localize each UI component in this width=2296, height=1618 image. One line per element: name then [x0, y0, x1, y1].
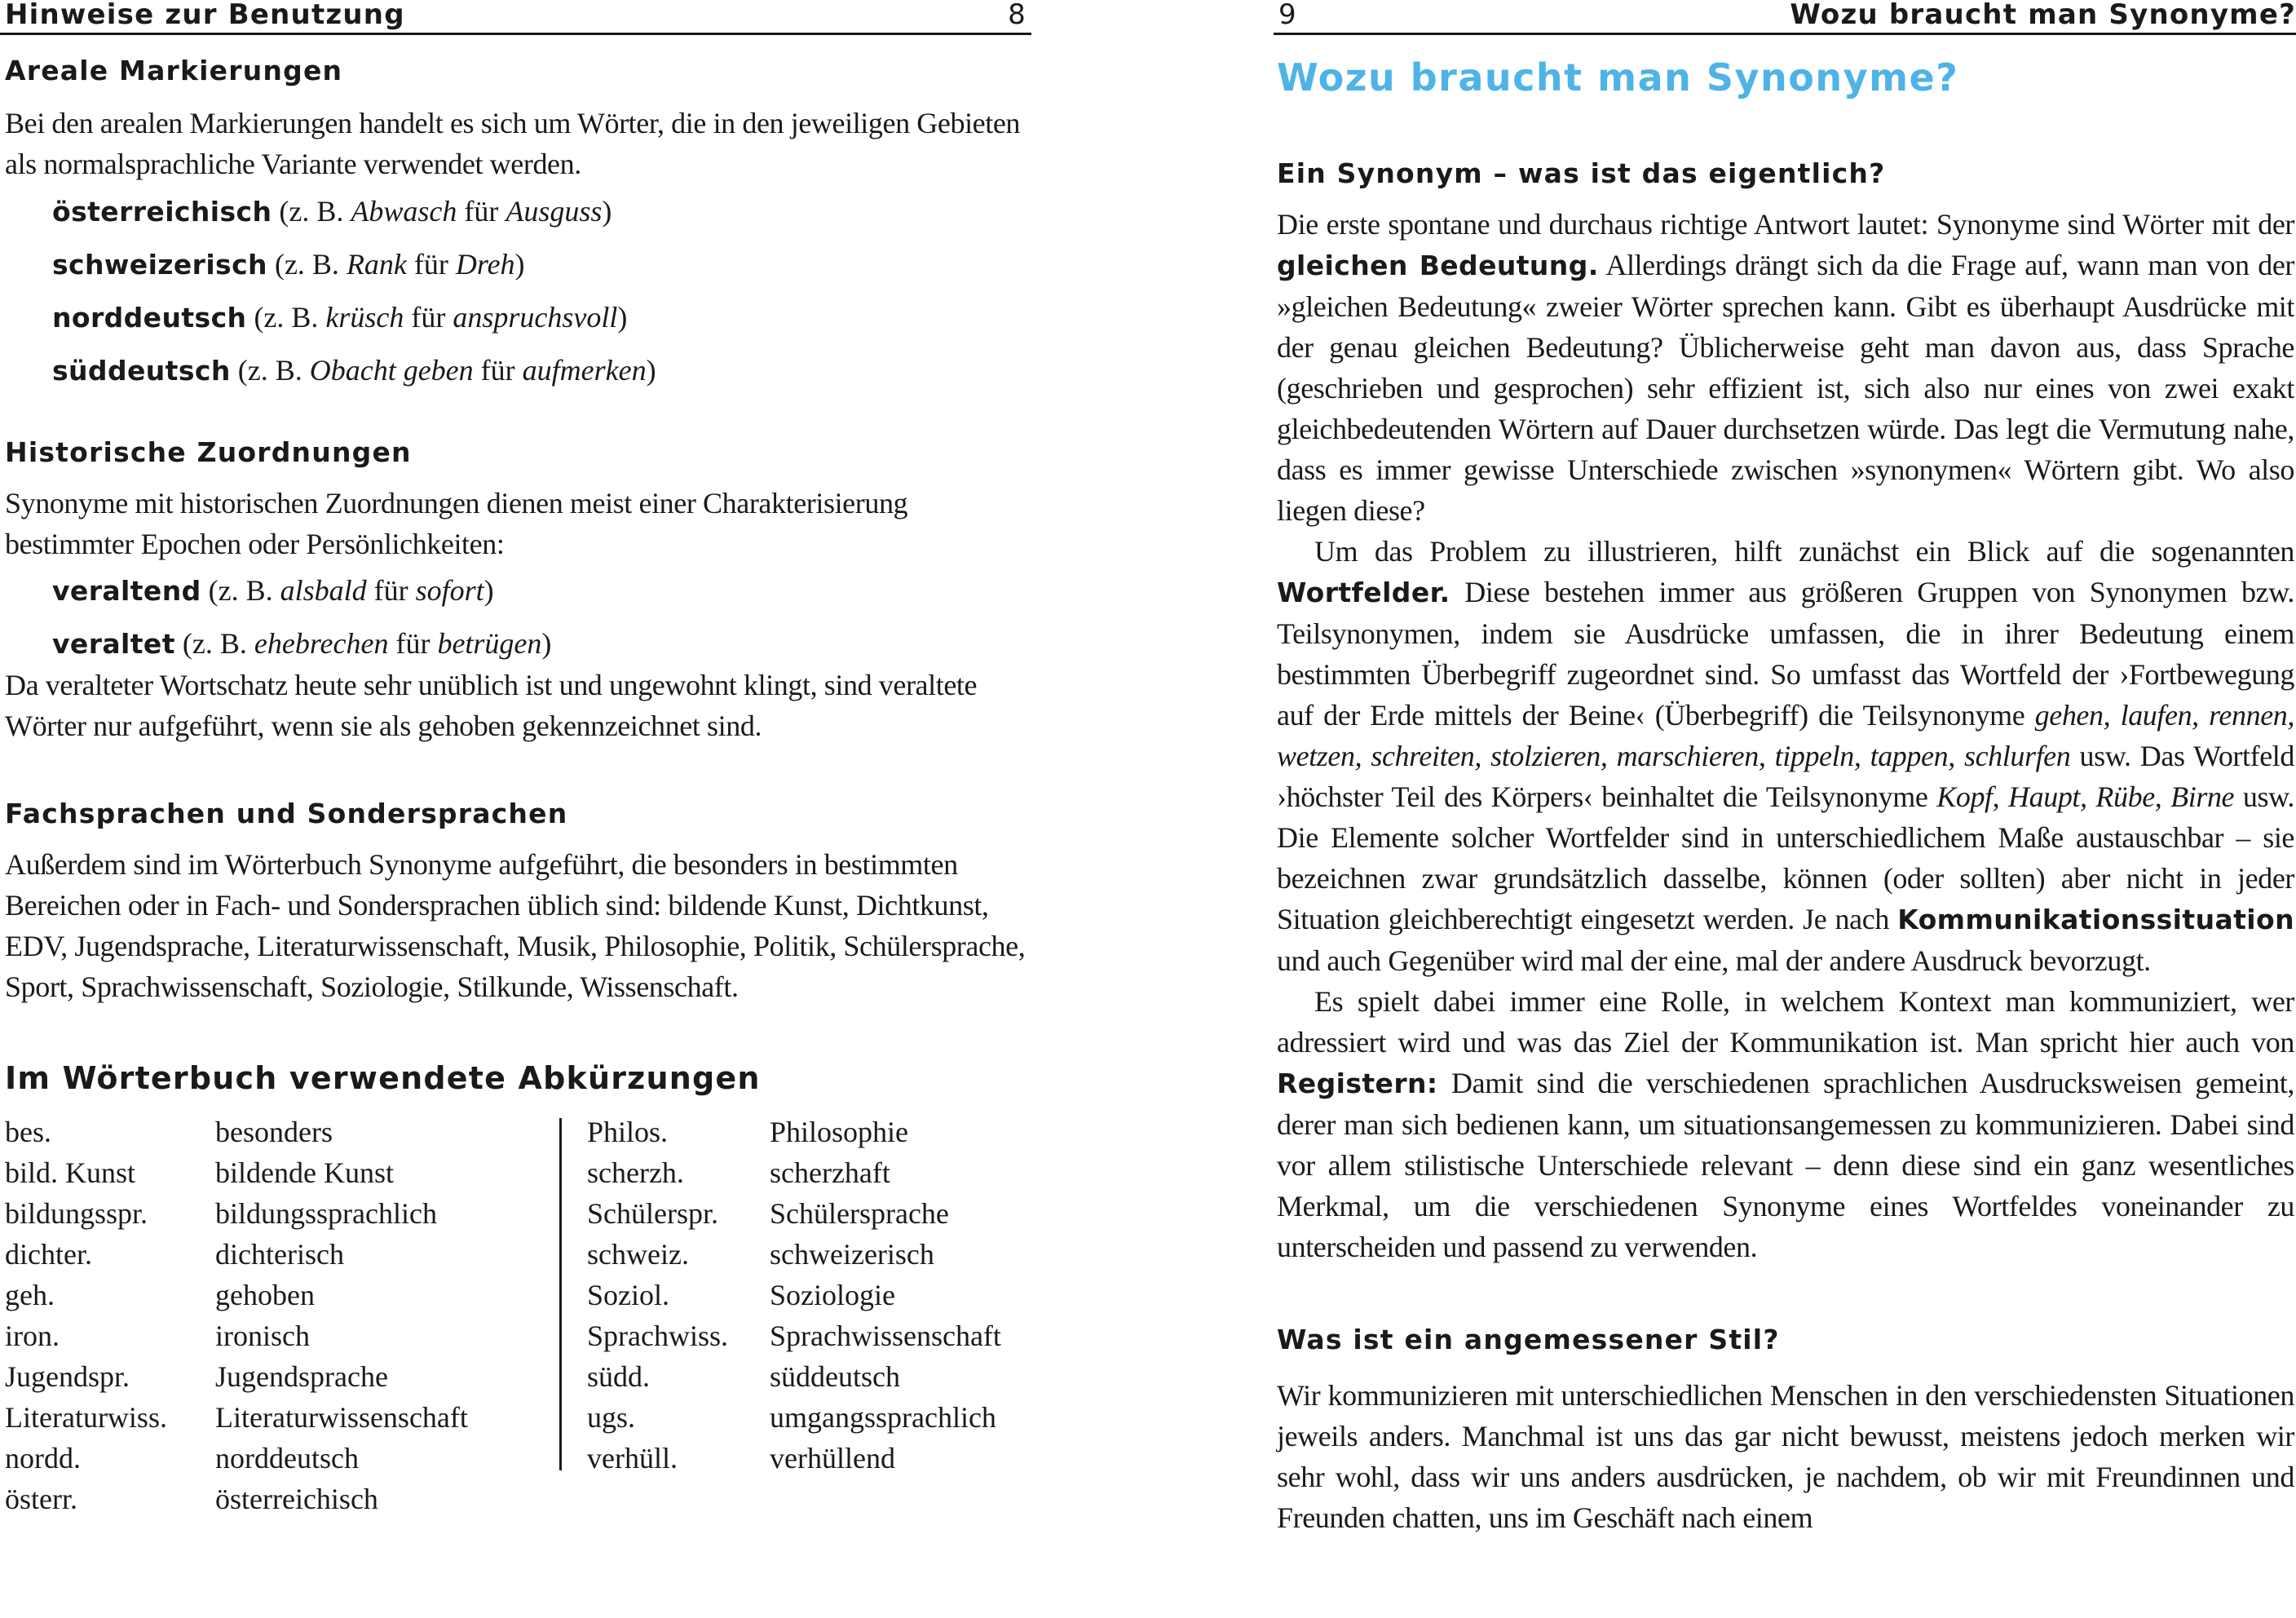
heading-historic: Historische Zuordnungen [5, 436, 412, 468]
heading-areal: Areale Markierungen [5, 55, 343, 86]
areal-item: österreichisch (z. B. Abwasch für Ausguss) [52, 195, 612, 228]
page-number-right: 9 [1278, 0, 1297, 31]
abbreviation-row: Sprachwiss. Sprachwissenschaft [587, 1320, 1001, 1352]
heading-section-style: Was ist ein angemessener Stil? [1277, 1324, 1780, 1355]
historic-item: veraltet (z. B. ehebrechen für betrügen) [52, 627, 552, 660]
abbreviation-row: südd. süddeutsch [587, 1360, 900, 1393]
running-head-left [0, 0, 1031, 35]
historic-item: veraltend (z. B. alsbald für sofort) [52, 574, 494, 607]
paragraph: Die erste spontane und durchaus richtige Antwort lautet: Synonyme sind Wörter mit der gleichen Bedeutung. Allerdings drängt sich da die Frage auf, wann man von der »gleichen Bedeutung« zweier Wörter sprechen kann. Gibt es überhaupt Ausdrücke mit der genau gleichen Bedeutung? Üblicherweise geht man davon aus, dass Sprache (geschrieben und gesprochen) sehr effizient ist, sich also nur eines von zwei exakt gleichbedeutenden Wörtern auf Dauer durchsetzen würde. Das legt die Vermutung nahe, dass es immer gewisse Unterschiede zwischen »synonymen« Wörtern gibt. Wo also liegen diese? [1277, 208, 2294, 527]
left-page-content [5, 51, 1030, 1536]
running-title-left: Hinweise zur Benutzung [5, 0, 405, 31]
abbreviation-row: Soziol. Soziologie [587, 1279, 895, 1311]
abbreviation-row: österr. österreichisch [5, 1483, 378, 1515]
areal-item: norddeutsch (z. B. krüsch für anspruchsvoll) [52, 301, 628, 334]
abbreviation-row: Philos. Philosophie [587, 1116, 909, 1148]
abbreviation-row: Schülerspr. Schülersprache [587, 1197, 949, 1230]
abbreviation-row: bes. besonders [5, 1116, 333, 1148]
abbreviation-row: iron. ironisch [5, 1320, 310, 1352]
right-page-content [1277, 51, 2294, 1538]
areal-intro: Bei den arealen Markierungen handelt es sich um Wörter, die in den jeweiligen Gebieten als normalsprachliche Variante verwendet werden. [5, 107, 1021, 180]
historic-list [5, 570, 1030, 665]
paragraph: Es spielt dabei immer eine Rolle, in welchem Kontext man kommuniziert, wer adressiert wird und was das Ziel der Kommunikation ist. Man spricht hier auch von Registern: Damit sind die verschiedenen sprachlichen Ausdrucksweisen gemeint, derer man sich bedienen kann, um situationsangemessen zu kommunizieren. Dabei sind vor allem stilistische Unterschiede relevant – denn diese sind ein ganz wesentliches Merkmal, um die verschiedenen Synonyme eines Wortfeldes voneinander zu unterscheiden und passend zu verwenden. [1277, 985, 2294, 1263]
areal-list [5, 191, 1030, 391]
right-page [1274, 0, 2296, 1618]
abbreviation-row: bild. Kunst bildende Kunst [5, 1156, 394, 1189]
running-title-right: Wozu braucht man Synonyme? [1790, 0, 2296, 31]
abbreviation-column-divider [559, 1118, 562, 1470]
areal-item: schweizerisch (z. B. Rank für Dreh) [52, 248, 525, 281]
areal-item: süddeutsch (z. B. Obacht geben für aufmerken) [52, 354, 656, 387]
historic-intro: Synonyme mit historischen Zuordnungen dienen meist einer Charakterisierung bestimmter Epochen oder Persönlichkeiten: [5, 487, 908, 560]
abbreviation-row: schweiz. schweizerisch [587, 1238, 934, 1271]
abbreviation-row: geh. gehoben [5, 1279, 315, 1311]
abbreviation-row: bildungsspr. bildungssprachlich [5, 1197, 437, 1230]
page-number-left: 8 [1008, 0, 1027, 31]
abbreviation-row: scherzh. scherzhaft [587, 1156, 890, 1189]
paragraph: Wir kommunizieren mit unterschiedlichen Menschen in den verschiedensten Situationen jeweils anders. Manchmal ist uns das gar nicht bewusst, meistens jedoch merken wir sehr wohl, dass wir uns anders ausdrücken, je nachdem, ob wir mit Freundinnen und Freunden chatten, uns im Geschäft nach einem [1277, 1379, 2294, 1534]
abbreviation-row: ugs. umgangssprachlich [587, 1401, 996, 1434]
paragraph: Um das Problem zu illustrieren, hilft zunächst ein Blick auf die sogenannten Wortfelder. Diese bestehen immer aus größeren Gruppen von Synonymen bzw. Teilsynonymen, indem sie Ausdrücke umfassen, die in ihrer Bedeutung einem bestimmten Überbegriff zugeordnet sind. So umfasst das Wortfeld der ›Fortbewegung auf der Erde mittels der Beine‹ (Überbegriff) die Teilsynonyme gehen, laufen, rennen, wetzen, schreiten, stolzieren, marschieren, tippeln, tappen, schlurfen usw. Das Wortfeld ›höchster Teil des Körpers‹ beinhaltet die Teilsynonyme Kopf, Haupt, Rübe, Birne usw. Die Elemente solcher Wortfelder sind in unterschiedlichem Maße austauschbar – sie bezeichnen zwar grundsätzlich dasselbe, können (oder sollten) aber nicht in jeder Situation gleichberechtigt eingesetzt werden. Je nach Kommunikationssituation und auch Gegenüber wird mal der eine, mal der andere Ausdruck bevorzugt. [1277, 535, 2294, 977]
heading-abbreviations: Im Wörterbuch verwendete Abkürzungen [5, 1060, 761, 1096]
abbreviation-row: verhüll. verhüllend [587, 1442, 895, 1474]
heading-special: Fachsprachen und Sondersprachen [5, 798, 568, 829]
heading-section-synonym: Ein Synonym – was ist das eigentlich? [1277, 157, 1886, 189]
page-title: Wozu braucht man Synonyme? [1277, 55, 1959, 99]
abbreviation-table [5, 1112, 1030, 1536]
special-text: Außerdem sind im Wörterbuch Synonyme aufgeführt, die besonders in bestimmten Bereichen oder in Fach- und Sondersprachen üblich sind: bildende Kunst, Dichtkunst, EDV, Jugendsprache, Literaturwissenschaft, Musik, Philosophie, Politik, Schülersprache, Sport, Sprachwissenschaft, Soziologie, Stilkunde, Wissenschaft. [5, 848, 1026, 1003]
abbreviation-column-1 [5, 1112, 543, 1519]
historic-outro: Da veralteter Wortschatz heute sehr unüblich ist und ungewohnt klingt, sind veraltete Wörter nur aufgeführt, wenn sie als gehoben gekennzeichnet sind. [5, 669, 978, 742]
left-page [0, 0, 1031, 1618]
abbreviation-row: Literaturwiss. Literaturwissenschaft [5, 1401, 468, 1434]
abbreviation-row: Jugendspr. Jugendsprache [5, 1360, 388, 1393]
abbreviation-row: nordd. norddeutsch [5, 1442, 359, 1474]
running-head-right [1274, 0, 2296, 35]
abbreviation-column-2 [587, 1112, 1044, 1479]
abbreviation-row: dichter. dichterisch [5, 1238, 344, 1271]
